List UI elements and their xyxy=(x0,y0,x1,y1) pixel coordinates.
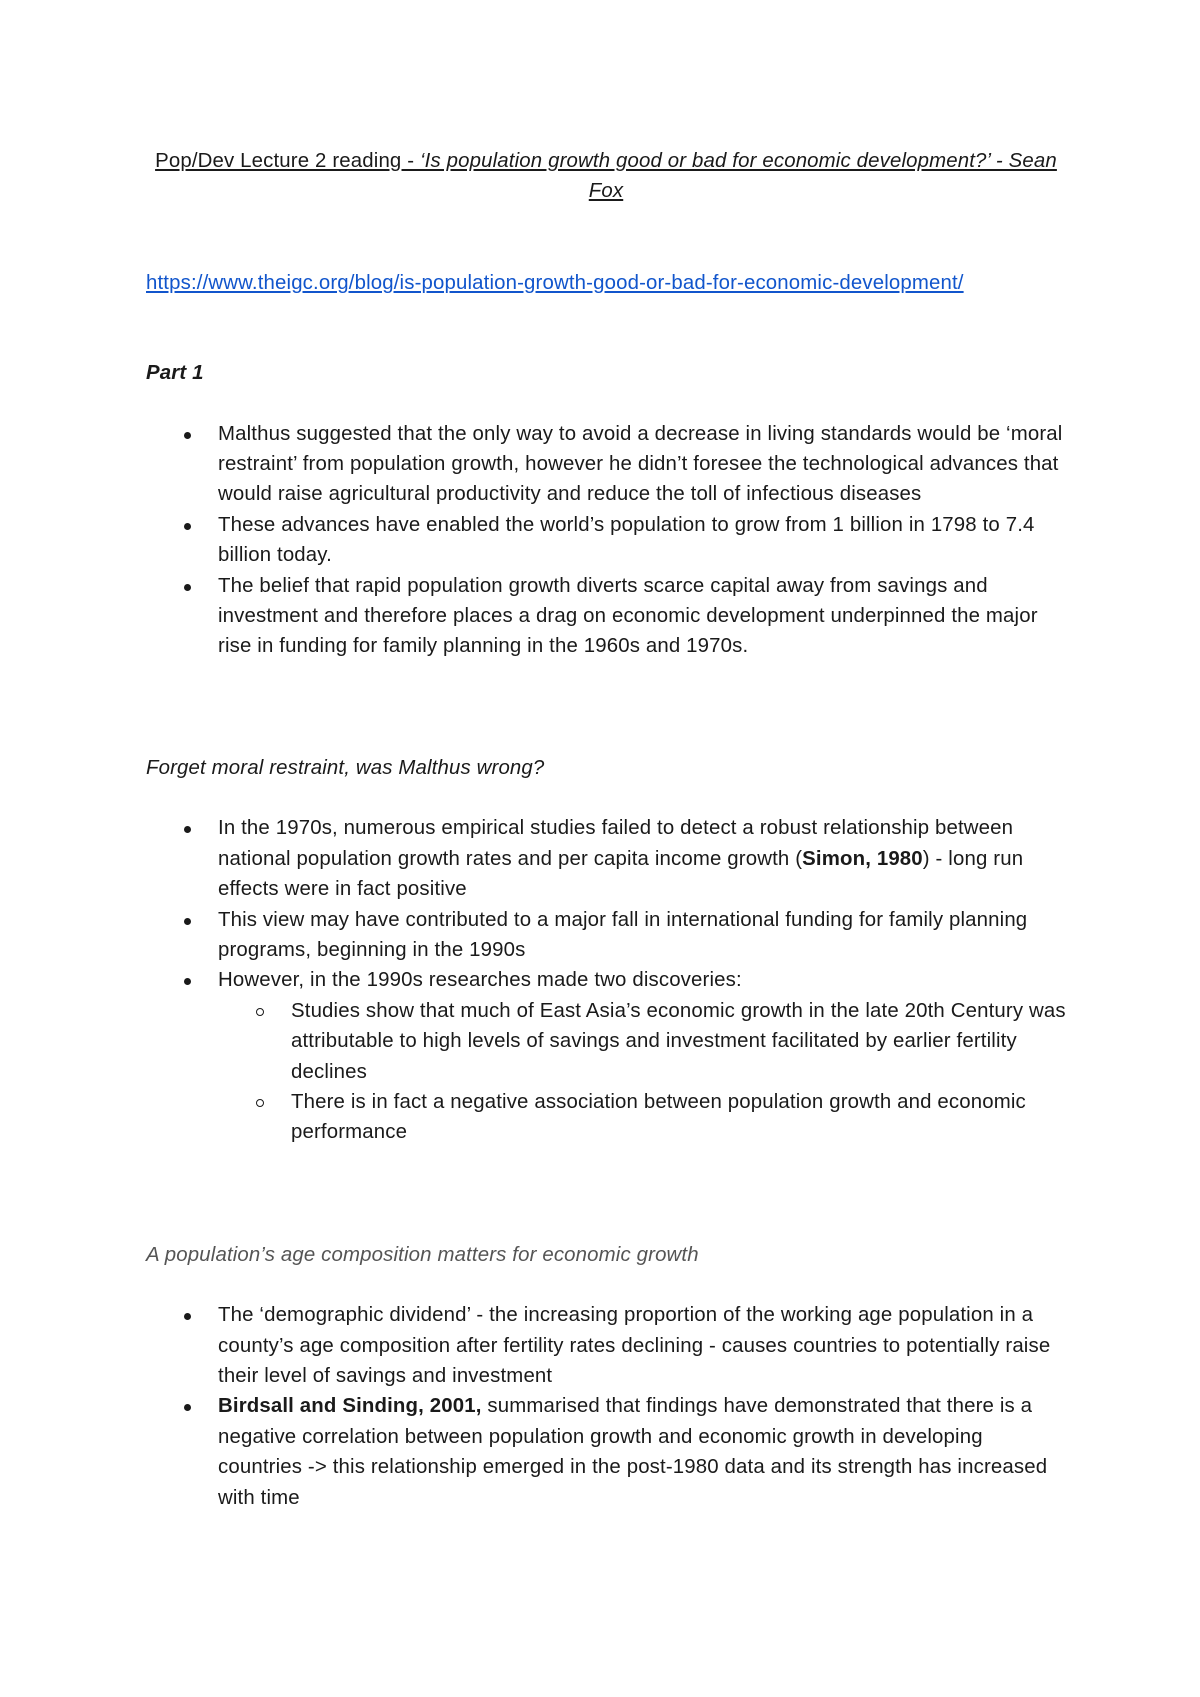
sub-list-item: Studies show that much of East Asia’s economic growth in the late 20th Century was attributable to high levels of savings and investment facilitated by earlier fertility declines xyxy=(218,996,1066,1087)
citation-birdsall-sinding: Birdsall and Sinding, 2001, xyxy=(218,1395,482,1418)
title-prefix: Pop/Dev Lecture 2 reading - xyxy=(155,150,420,172)
list-item: Malthus suggested that the only way to avoid a decrease in living standards would be ‘moral restraint’ from population growth, however he didn’t foresee the technological advances that would raise agricultural productivity and reduce the toll of infectious diseases xyxy=(146,419,1066,510)
heading-part-1: Part 1 xyxy=(146,362,204,385)
title-article: ‘Is population growth good or bad for economic development?’ - Sean Fox xyxy=(420,150,1057,203)
heading-age-composition-text: A population’s age composition matters for economic growth xyxy=(146,1243,699,1266)
list-item: This view may have contributed to a major fall in international funding for family planning programs, beginning in the 1990s xyxy=(146,905,1066,966)
sub-list-item: There is in fact a negative association between population growth and economic performance xyxy=(218,1087,1066,1148)
list-item: The belief that rapid population growth diverts scarce capital away from savings and investment and therefore places a drag on economic development underpinned the major rise in funding for family planning in the 1960s and 1970s. xyxy=(146,571,1066,662)
list-item: The ‘demographic dividend’ - the increasing proportion of the working age population in a county’s age composition after fertility rates declining - causes countries to potentially raise their level of savings and investment xyxy=(146,1300,1066,1391)
list-item: These advances have enabled the world’s population to grow from 1 billion in 1798 to 7.4 billion today. xyxy=(146,510,1066,571)
list-item xyxy=(146,965,1066,1147)
age-bullet-list xyxy=(146,1300,1066,1513)
heading-malthus-wrong: Forget moral restraint, was Malthus wrong? xyxy=(146,756,545,779)
source-link-line xyxy=(146,268,1066,298)
part1-bullet-list xyxy=(146,419,1066,662)
citation-simon: Simon, 1980 xyxy=(802,847,923,870)
heading-age-composition xyxy=(146,1240,1066,1270)
document-page xyxy=(146,146,1066,1513)
list-item xyxy=(146,813,1066,904)
list-item-text: summarised that findings have demonstrated that there is a negative correlation between population growth and economic growth in developing countries -> this relationship emerged in the post-1980 data and its strength has increased with time xyxy=(218,1395,1048,1509)
list-item-text: In the 1970s, numerous empirical studies failed to detect a robust relationship between national population growth rates and per capita income growth ( xyxy=(218,817,1014,870)
list-item xyxy=(146,1391,1066,1513)
document-title xyxy=(146,146,1066,207)
discoveries-sub-list xyxy=(218,996,1066,1148)
list-item-text: However, in the 1990s researches made two discoveries: xyxy=(218,969,742,992)
malthus-bullet-list xyxy=(146,813,1066,1147)
list-item-text: ) - long run effects were in fact positive xyxy=(218,847,1024,901)
source-link[interactable]: https://www.theigc.org/blog/is-population-growth-good-or-bad-for-economic-development/ xyxy=(146,271,964,294)
